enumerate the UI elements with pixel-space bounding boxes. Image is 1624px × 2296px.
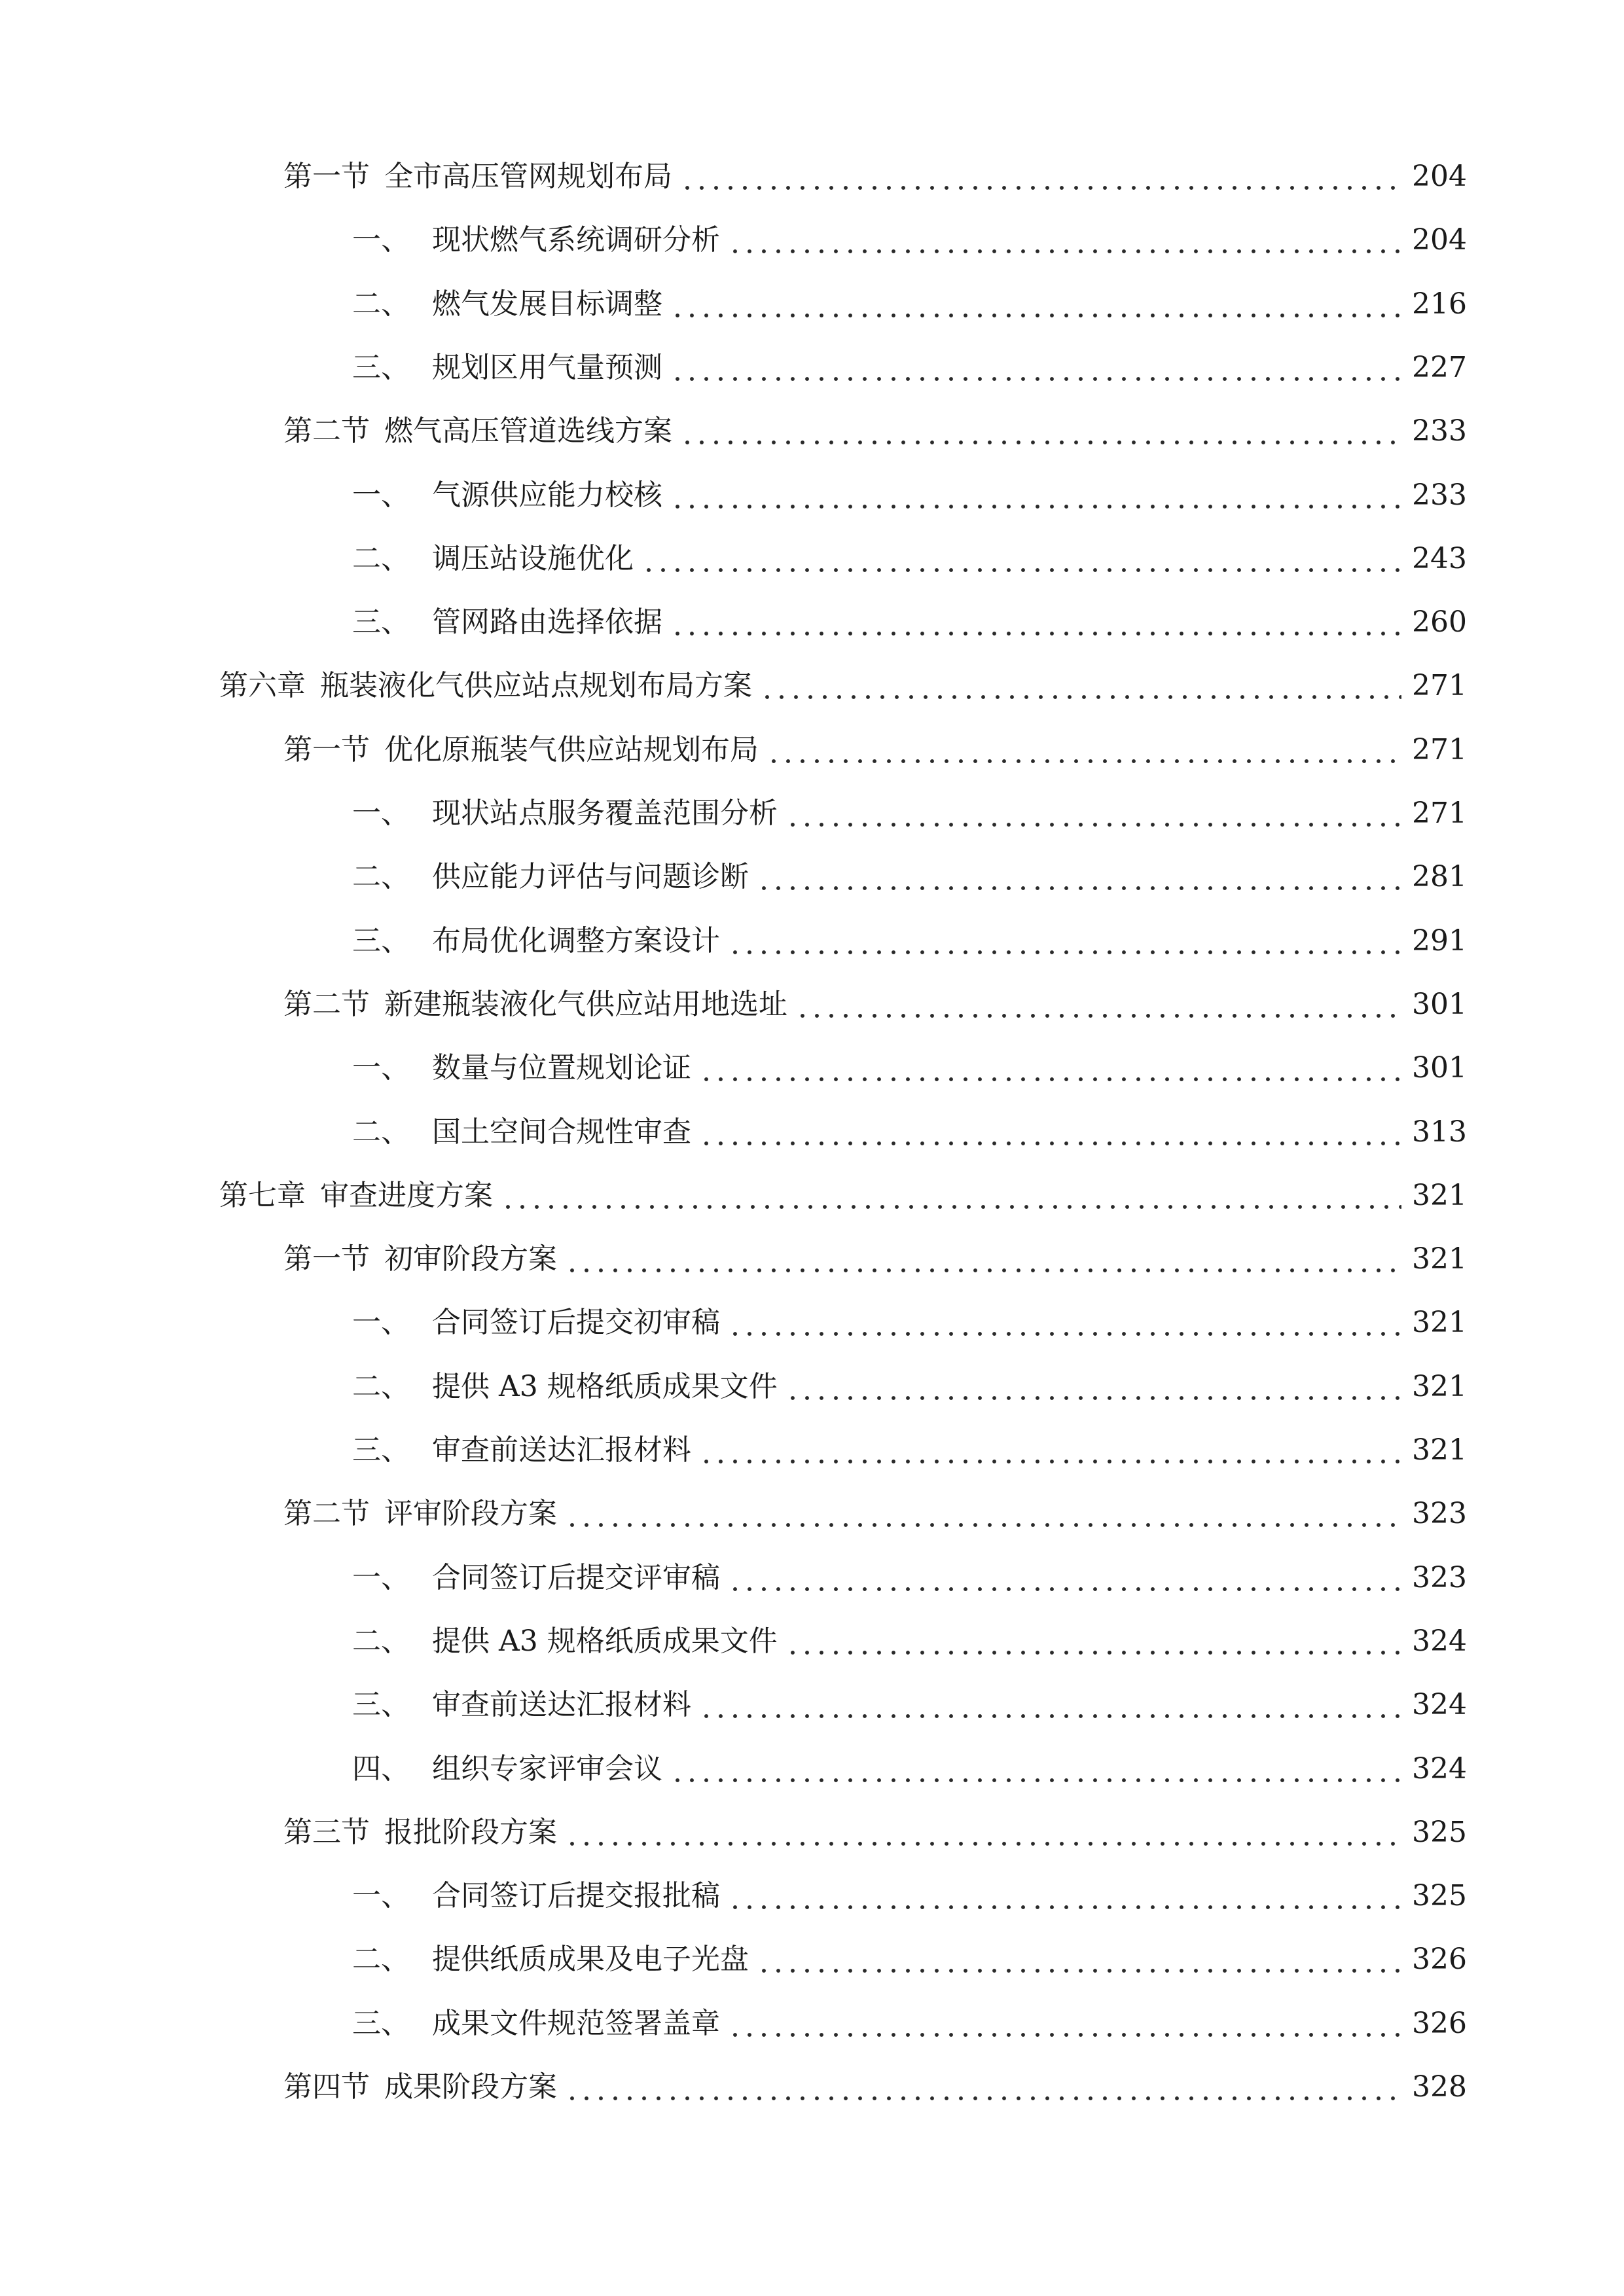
toc-number: 第三节 [283,1816,370,1849]
dot-leader [670,603,1401,642]
toc-label [352,221,720,260]
toc-number: 一、 [352,797,410,830]
toc-title: 提供 A3 规格纸质成果文件 [432,1370,778,1403]
dot-leader [767,730,1401,770]
toc-title: 审查前送达汇报材料 [432,1433,691,1467]
dot-leader [699,1431,1401,1470]
toc-entry[interactable] [283,985,1467,1024]
toc-page-number: 326 [1412,1943,1467,1976]
toc-number: 第一节 [283,733,370,766]
toc-number: 一、 [352,478,410,512]
toc-entry[interactable] [283,412,1467,451]
dot-leader [699,1113,1401,1152]
toc-number: 三、 [352,351,410,384]
dot-leader [785,1367,1401,1407]
toc-title: 气源供应能力校核 [432,478,662,512]
toc-page-number: 204 [1412,160,1467,193]
dot-leader [728,221,1401,260]
dot-leader [757,857,1401,897]
toc-title: 审查前送达汇报材料 [432,1688,691,1721]
toc-page-number: 204 [1412,223,1467,257]
toc-number: 第六章 [219,669,306,702]
toc-label [352,476,662,515]
toc-entry[interactable] [352,1303,1467,1342]
toc-label [283,1494,557,1534]
toc-title: 布局优化调整方案设计 [432,924,720,958]
dot-leader [565,1494,1401,1534]
toc-label [352,603,662,642]
toc-page-number: 323 [1412,1497,1467,1530]
toc-page-number: 216 [1412,287,1467,321]
toc-title: 提供纸质成果及电子光盘 [432,1943,749,1976]
dot-leader [728,1303,1401,1342]
toc-entry[interactable] [352,1049,1467,1088]
toc-title: 供应能力评估与问题诊断 [432,860,749,893]
toc-title: 调压站设施优化 [432,542,634,575]
toc-number: 第一节 [283,1242,370,1276]
toc-page-number: 324 [1412,1688,1467,1721]
toc-label [352,1367,778,1407]
toc-number: 三、 [352,924,410,958]
toc-page-number: 301 [1412,1051,1467,1085]
dot-leader [795,985,1401,1024]
dot-leader [728,2004,1401,2043]
dot-leader [641,539,1401,579]
toc-page-number: 271 [1412,797,1467,830]
toc-label [352,1431,691,1470]
toc-page-number: 324 [1412,1752,1467,1785]
toc-number: 二、 [352,1115,410,1149]
toc-label [352,285,662,324]
toc-title: 规划区用气量预测 [432,351,662,384]
toc-number: 第七章 [219,1179,306,1212]
toc-entry[interactable] [352,476,1467,515]
toc-label [219,1176,493,1215]
toc-number: 一、 [352,1306,410,1339]
toc-label [352,2004,720,2043]
toc-title: 现状燃气系统调研分析 [432,223,720,257]
toc-number: 二、 [352,1943,410,1976]
toc-title: 合同签订后提交初审稿 [432,1306,720,1339]
toc-number: 二、 [352,1370,410,1403]
toc-page-number: 313 [1412,1115,1467,1149]
toc-number: 第二节 [283,988,370,1021]
toc-entry[interactable] [283,2068,1467,2107]
dot-leader [785,794,1401,833]
dot-leader [728,1558,1401,1598]
toc-title: 成果文件规范签署盖章 [432,2007,720,2040]
toc-page-number: 321 [1412,1179,1467,1212]
toc-page-number: 233 [1412,414,1467,448]
dot-leader [699,1685,1401,1725]
toc-label [219,666,752,706]
toc-label [283,157,672,196]
dot-leader [760,666,1401,706]
dot-leader [670,285,1401,324]
toc-page-number: 260 [1412,605,1467,639]
toc-entry[interactable] [352,922,1467,961]
toc-title: 国土空间合规性审查 [432,1115,691,1149]
toc-page-number: 227 [1412,351,1467,384]
toc-page-number: 243 [1412,542,1467,575]
toc-title: 审查进度方案 [320,1179,493,1212]
dot-leader [670,476,1401,515]
dot-leader [501,1176,1401,1215]
toc-title: 燃气发展目标调整 [432,287,662,321]
toc-page-number: 321 [1412,1242,1467,1276]
toc-label [352,1622,778,1661]
toc-number: 一、 [352,1561,410,1594]
toc-entry[interactable] [352,1876,1467,1916]
dot-leader [565,1240,1401,1279]
toc-title: 现状站点服务覆盖范围分析 [432,797,778,830]
toc-label [283,2068,557,2107]
toc-number: 二、 [352,1624,410,1658]
toc-label [352,922,720,961]
toc-number: 第二节 [283,414,370,448]
toc-number: 一、 [352,1051,410,1085]
dot-leader [680,157,1401,196]
toc-number: 一、 [352,223,410,257]
toc-title: 评审阶段方案 [384,1497,557,1530]
toc-title: 燃气高压管道选线方案 [384,414,672,448]
toc-number: 第一节 [283,160,370,193]
toc-number: 一、 [352,1879,410,1912]
toc-entry[interactable] [352,221,1467,260]
toc-page-number: 271 [1412,733,1467,766]
toc-page-number: 321 [1412,1306,1467,1339]
toc-entry[interactable] [352,1431,1467,1470]
toc-page-number: 291 [1412,924,1467,958]
toc-title: 初审阶段方案 [384,1242,557,1276]
toc-entry[interactable] [219,666,1467,706]
toc-entry[interactable] [352,539,1467,579]
toc-entry[interactable] [219,1176,1467,1215]
toc-number: 三、 [352,1688,410,1721]
toc-title: 组织专家评审会议 [432,1752,662,1785]
toc-entry[interactable] [352,1622,1467,1661]
toc-page-number: 321 [1412,1433,1467,1467]
toc-entry[interactable] [283,730,1467,770]
toc-entry[interactable] [352,1685,1467,1725]
toc-entry[interactable] [283,157,1467,196]
toc-number: 三、 [352,605,410,639]
toc-label [352,1303,720,1342]
toc-entry[interactable] [352,285,1467,324]
dot-leader [670,1749,1401,1789]
toc-page-number: 325 [1412,1879,1467,1912]
toc-title: 优化原瓶装气供应站规划布局 [384,733,759,766]
toc-page-number: 328 [1412,2070,1467,2104]
toc-title: 成果阶段方案 [384,2070,557,2104]
toc-page-number: 233 [1412,478,1467,512]
toc-entry[interactable] [352,1367,1467,1407]
dot-leader [565,1813,1401,1852]
dot-leader [670,348,1401,387]
toc-label [352,1558,720,1598]
toc-label [352,348,662,387]
toc-entry[interactable] [352,1113,1467,1152]
toc-label [283,1813,557,1852]
toc-label [283,1240,557,1279]
dot-leader [565,2068,1401,2107]
dot-leader [728,1876,1401,1916]
toc-label [352,539,634,579]
toc-label [352,1940,749,1979]
toc-label [352,1749,662,1789]
toc-page-number: 281 [1412,860,1467,893]
toc-title: 数量与位置规划论证 [432,1051,691,1085]
toc-label [352,1049,691,1088]
dot-leader [728,922,1401,961]
toc-number: 二、 [352,860,410,893]
toc-number: 三、 [352,1433,410,1467]
toc-label [352,1685,691,1725]
toc-title: 瓶装液化气供应站点规划布局方案 [320,669,752,702]
toc-number: 第四节 [283,2070,370,2104]
dot-leader [785,1622,1401,1661]
toc-entry[interactable] [283,1813,1467,1852]
toc-entry[interactable] [352,1749,1467,1789]
toc-page-number: 324 [1412,1624,1467,1658]
toc-entry[interactable] [352,603,1467,642]
toc-title: 合同签订后提交评审稿 [432,1561,720,1594]
toc-label [283,412,672,451]
toc-title: 合同签订后提交报批稿 [432,1879,720,1912]
toc-page-number: 301 [1412,988,1467,1021]
toc-label [352,857,749,897]
toc-title: 新建瓶装液化气供应站用地选址 [384,988,787,1021]
toc-number: 四、 [352,1752,410,1785]
toc-title: 全市高压管网规划布局 [384,160,672,193]
toc-page-number: 323 [1412,1561,1467,1594]
toc-number: 二、 [352,287,410,321]
toc-entry[interactable] [283,1494,1467,1534]
toc-label [352,1876,720,1916]
dot-leader [757,1940,1401,1979]
toc-label [283,730,759,770]
toc-page-number: 271 [1412,669,1467,702]
toc-title: 提供 A3 规格纸质成果文件 [432,1624,778,1658]
toc-label [283,985,787,1024]
toc-page-number: 321 [1412,1370,1467,1403]
toc-number: 二、 [352,542,410,575]
dot-leader [699,1049,1401,1088]
toc-label [352,1113,691,1152]
toc-page-number: 325 [1412,1816,1467,1849]
toc-entry[interactable] [352,794,1467,833]
toc-title: 管网路由选择依据 [432,605,662,639]
toc-label [352,794,778,833]
toc-number: 三、 [352,2007,410,2040]
toc-entry[interactable] [352,1558,1467,1598]
toc-entry[interactable] [352,348,1467,387]
toc-entry[interactable] [283,1240,1467,1279]
toc-entry[interactable] [352,2004,1467,2043]
toc-entry[interactable] [352,1940,1467,1979]
toc-number: 第二节 [283,1497,370,1530]
toc-entry[interactable] [352,857,1467,897]
toc-page-number: 326 [1412,2007,1467,2040]
dot-leader [680,412,1401,451]
toc-title: 报批阶段方案 [384,1816,557,1849]
